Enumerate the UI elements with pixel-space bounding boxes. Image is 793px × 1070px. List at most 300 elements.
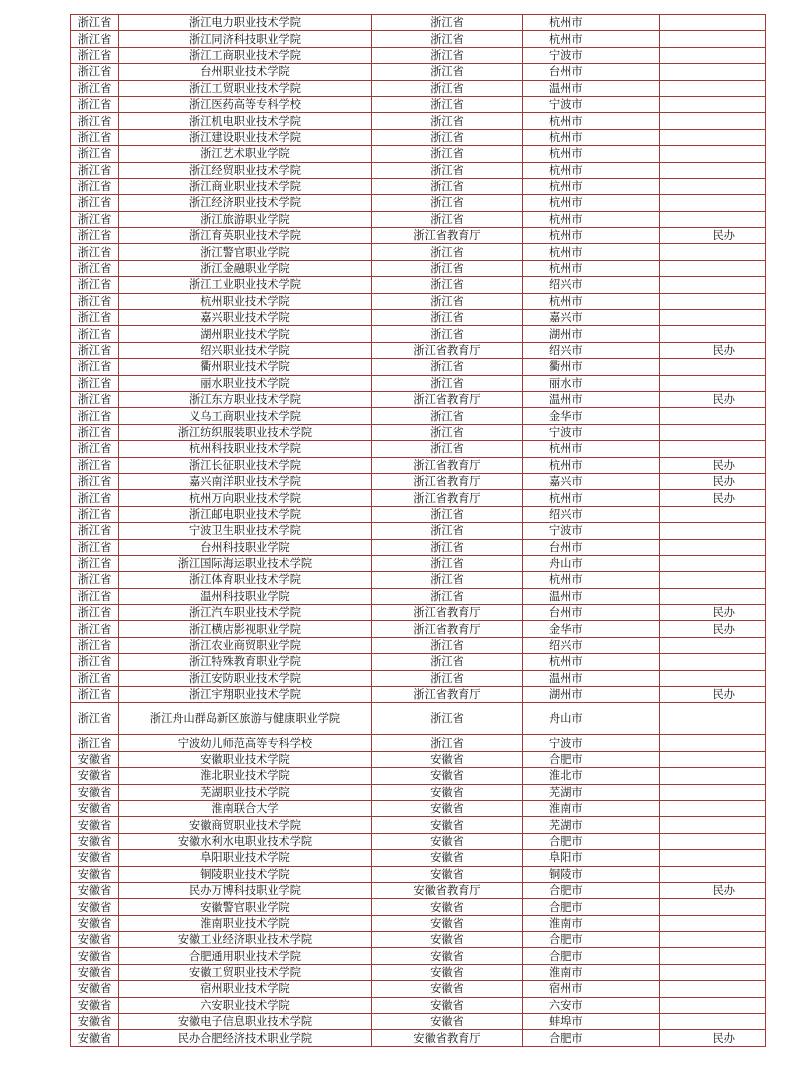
city-cell: 杭州市 bbox=[523, 457, 660, 473]
school-name-cell: 浙江体育职业技术学院 bbox=[119, 572, 372, 588]
city-cell: 舟山市 bbox=[523, 555, 660, 571]
table-row bbox=[71, 751, 766, 767]
province-cell: 浙江省 bbox=[71, 293, 119, 309]
table-row bbox=[71, 687, 766, 703]
table-row bbox=[71, 391, 766, 407]
table-row bbox=[71, 800, 766, 816]
table-row bbox=[71, 178, 766, 194]
table-row bbox=[71, 80, 766, 96]
note-cell bbox=[660, 899, 766, 915]
table-row bbox=[71, 375, 766, 391]
note-cell bbox=[660, 244, 766, 260]
note-cell bbox=[660, 375, 766, 391]
authority-cell: 浙江省教育厅 bbox=[372, 457, 523, 473]
table-row bbox=[71, 129, 766, 145]
authority-cell: 浙江省 bbox=[372, 80, 523, 96]
city-cell: 六安市 bbox=[523, 997, 660, 1013]
city-cell: 宁波市 bbox=[523, 735, 660, 751]
table-row bbox=[71, 424, 766, 440]
note-cell bbox=[660, 948, 766, 964]
school-name-cell: 温州科技职业学院 bbox=[119, 588, 372, 604]
authority-cell: 浙江省教育厅 bbox=[372, 228, 523, 244]
note-cell bbox=[660, 441, 766, 457]
city-cell: 铜陵市 bbox=[523, 866, 660, 882]
city-cell: 温州市 bbox=[523, 80, 660, 96]
city-cell: 杭州市 bbox=[523, 211, 660, 227]
table-row bbox=[71, 146, 766, 162]
note-cell bbox=[660, 784, 766, 800]
city-cell: 杭州市 bbox=[523, 15, 660, 31]
authority-cell: 安徽省 bbox=[372, 964, 523, 980]
city-cell: 金华市 bbox=[523, 408, 660, 424]
province-cell: 浙江省 bbox=[71, 342, 119, 358]
province-cell: 浙江省 bbox=[71, 310, 119, 326]
note-cell bbox=[660, 195, 766, 211]
city-cell: 绍兴市 bbox=[523, 506, 660, 522]
note-cell bbox=[660, 572, 766, 588]
city-cell: 湖州市 bbox=[523, 687, 660, 703]
province-cell: 浙江省 bbox=[71, 15, 119, 31]
note-cell bbox=[660, 997, 766, 1013]
note-cell bbox=[660, 80, 766, 96]
city-cell: 宁波市 bbox=[523, 523, 660, 539]
authority-cell: 浙江省 bbox=[372, 146, 523, 162]
authority-cell: 浙江省教育厅 bbox=[372, 621, 523, 637]
note-cell: 民办 bbox=[660, 473, 766, 489]
province-cell: 浙江省 bbox=[71, 687, 119, 703]
province-cell: 安徽省 bbox=[71, 833, 119, 849]
table-row bbox=[71, 441, 766, 457]
authority-cell: 浙江省 bbox=[372, 670, 523, 686]
school-name-cell: 浙江经济职业技术学院 bbox=[119, 195, 372, 211]
city-cell: 淮北市 bbox=[523, 768, 660, 784]
school-name-cell: 浙江电力职业技术学院 bbox=[119, 15, 372, 31]
province-cell: 浙江省 bbox=[71, 64, 119, 80]
school-name-cell: 民办合肥经济技术职业学院 bbox=[119, 1030, 372, 1046]
note-cell bbox=[660, 637, 766, 653]
table-row bbox=[71, 850, 766, 866]
school-name-cell: 台州职业技术学院 bbox=[119, 64, 372, 80]
note-cell bbox=[660, 817, 766, 833]
city-cell: 杭州市 bbox=[523, 31, 660, 47]
table-row bbox=[71, 260, 766, 276]
authority-cell: 安徽省 bbox=[372, 899, 523, 915]
city-cell: 杭州市 bbox=[523, 162, 660, 178]
authority-cell: 浙江省教育厅 bbox=[372, 605, 523, 621]
table-row bbox=[71, 932, 766, 948]
authority-cell: 浙江省 bbox=[372, 555, 523, 571]
province-cell: 浙江省 bbox=[71, 129, 119, 145]
province-cell: 浙江省 bbox=[71, 359, 119, 375]
table-row bbox=[71, 833, 766, 849]
province-cell: 安徽省 bbox=[71, 800, 119, 816]
authority-cell: 浙江省 bbox=[372, 244, 523, 260]
authority-cell: 安徽省 bbox=[372, 932, 523, 948]
authority-cell: 浙江省教育厅 bbox=[372, 342, 523, 358]
note-cell: 民办 bbox=[660, 605, 766, 621]
province-cell: 浙江省 bbox=[71, 703, 119, 735]
province-cell: 浙江省 bbox=[71, 146, 119, 162]
authority-cell: 浙江省 bbox=[372, 703, 523, 735]
table-row bbox=[71, 915, 766, 931]
authority-cell: 浙江省 bbox=[372, 195, 523, 211]
note-cell bbox=[660, 293, 766, 309]
authority-cell: 浙江省 bbox=[372, 441, 523, 457]
authority-cell: 浙江省 bbox=[372, 523, 523, 539]
province-cell: 浙江省 bbox=[71, 96, 119, 112]
authority-cell: 安徽省 bbox=[372, 800, 523, 816]
school-name-cell: 绍兴职业技术学院 bbox=[119, 342, 372, 358]
province-cell: 浙江省 bbox=[71, 441, 119, 457]
authority-cell: 浙江省 bbox=[372, 47, 523, 63]
school-name-cell: 铜陵职业技术学院 bbox=[119, 866, 372, 882]
city-cell: 湖州市 bbox=[523, 326, 660, 342]
school-name-cell: 丽水职业技术学院 bbox=[119, 375, 372, 391]
note-cell bbox=[660, 326, 766, 342]
province-cell: 浙江省 bbox=[71, 490, 119, 506]
table-row bbox=[71, 293, 766, 309]
note-cell bbox=[660, 310, 766, 326]
authority-cell: 安徽省 bbox=[372, 833, 523, 849]
city-cell: 合肥市 bbox=[523, 833, 660, 849]
school-table bbox=[70, 14, 766, 1047]
note-cell bbox=[660, 64, 766, 80]
note-cell bbox=[660, 211, 766, 227]
school-name-cell: 安徽警官职业学院 bbox=[119, 899, 372, 915]
school-name-cell: 浙江工业职业技术学院 bbox=[119, 277, 372, 293]
note-cell bbox=[660, 850, 766, 866]
school-name-cell: 民办万博科技职业学院 bbox=[119, 882, 372, 898]
authority-cell: 浙江省 bbox=[372, 735, 523, 751]
authority-cell: 安徽省 bbox=[372, 850, 523, 866]
province-cell: 浙江省 bbox=[71, 162, 119, 178]
school-name-cell: 浙江农业商贸职业学院 bbox=[119, 637, 372, 653]
note-cell: 民办 bbox=[660, 687, 766, 703]
city-cell: 杭州市 bbox=[523, 490, 660, 506]
province-cell: 浙江省 bbox=[71, 47, 119, 63]
table-row bbox=[71, 244, 766, 260]
province-cell: 浙江省 bbox=[71, 326, 119, 342]
table-row bbox=[71, 948, 766, 964]
authority-cell: 浙江省教育厅 bbox=[372, 687, 523, 703]
school-name-cell: 宁波卫生职业技术学院 bbox=[119, 523, 372, 539]
province-cell: 安徽省 bbox=[71, 768, 119, 784]
note-cell: 民办 bbox=[660, 228, 766, 244]
city-cell: 阜阳市 bbox=[523, 850, 660, 866]
note-cell bbox=[660, 866, 766, 882]
note-cell bbox=[660, 523, 766, 539]
province-cell: 安徽省 bbox=[71, 751, 119, 767]
note-cell bbox=[660, 146, 766, 162]
authority-cell: 安徽省 bbox=[372, 784, 523, 800]
province-cell: 安徽省 bbox=[71, 948, 119, 964]
note-cell: 民办 bbox=[660, 621, 766, 637]
note-cell bbox=[660, 588, 766, 604]
province-cell: 浙江省 bbox=[71, 457, 119, 473]
city-cell: 杭州市 bbox=[523, 244, 660, 260]
school-name-cell: 衢州职业技术学院 bbox=[119, 359, 372, 375]
table-row bbox=[71, 523, 766, 539]
school-name-cell: 台州科技职业学院 bbox=[119, 539, 372, 555]
table-row bbox=[71, 490, 766, 506]
table-row bbox=[71, 1014, 766, 1030]
province-cell: 浙江省 bbox=[71, 621, 119, 637]
school-name-cell: 义乌工商职业技术学院 bbox=[119, 408, 372, 424]
province-cell: 安徽省 bbox=[71, 817, 119, 833]
province-cell: 浙江省 bbox=[71, 523, 119, 539]
authority-cell: 安徽省 bbox=[372, 1014, 523, 1030]
note-cell bbox=[660, 800, 766, 816]
province-cell: 浙江省 bbox=[71, 572, 119, 588]
table-row bbox=[71, 539, 766, 555]
province-cell: 浙江省 bbox=[71, 555, 119, 571]
school-name-cell: 浙江纺织服装职业技术学院 bbox=[119, 424, 372, 440]
authority-cell: 安徽省 bbox=[372, 997, 523, 1013]
note-cell bbox=[660, 768, 766, 784]
city-cell: 宁波市 bbox=[523, 424, 660, 440]
authority-cell: 浙江省 bbox=[372, 260, 523, 276]
school-name-cell: 淮北职业技术学院 bbox=[119, 768, 372, 784]
school-name-cell: 浙江建设职业技术学院 bbox=[119, 129, 372, 145]
authority-cell: 浙江省 bbox=[372, 31, 523, 47]
table-row bbox=[71, 47, 766, 63]
authority-cell: 浙江省 bbox=[372, 211, 523, 227]
school-name-cell: 浙江东方职业技术学院 bbox=[119, 391, 372, 407]
school-name-cell: 安徽工业经济职业技术学院 bbox=[119, 932, 372, 948]
note-cell bbox=[660, 359, 766, 375]
city-cell: 杭州市 bbox=[523, 228, 660, 244]
table-row bbox=[71, 473, 766, 489]
school-name-cell: 浙江同济科技职业学院 bbox=[119, 31, 372, 47]
table-row bbox=[71, 555, 766, 571]
school-name-cell: 淮南联合大学 bbox=[119, 800, 372, 816]
school-name-cell: 六安职业技术学院 bbox=[119, 997, 372, 1013]
school-table-body bbox=[71, 15, 766, 1047]
authority-cell: 安徽省 bbox=[372, 915, 523, 931]
note-cell bbox=[660, 15, 766, 31]
school-name-cell: 杭州职业技术学院 bbox=[119, 293, 372, 309]
authority-cell: 浙江省 bbox=[372, 178, 523, 194]
authority-cell: 浙江省 bbox=[372, 15, 523, 31]
note-cell bbox=[660, 915, 766, 931]
authority-cell: 浙江省 bbox=[372, 310, 523, 326]
table-row bbox=[71, 96, 766, 112]
note-cell bbox=[660, 670, 766, 686]
city-cell: 温州市 bbox=[523, 670, 660, 686]
table-row bbox=[71, 31, 766, 47]
note-cell bbox=[660, 277, 766, 293]
note-cell bbox=[660, 1014, 766, 1030]
authority-cell: 浙江省 bbox=[372, 506, 523, 522]
table-row bbox=[71, 342, 766, 358]
authority-cell: 浙江省 bbox=[372, 326, 523, 342]
city-cell: 杭州市 bbox=[523, 260, 660, 276]
table-row bbox=[71, 817, 766, 833]
province-cell: 浙江省 bbox=[71, 244, 119, 260]
province-cell: 浙江省 bbox=[71, 588, 119, 604]
note-cell bbox=[660, 178, 766, 194]
school-name-cell: 浙江金融职业学院 bbox=[119, 260, 372, 276]
table-row bbox=[71, 572, 766, 588]
city-cell: 淮南市 bbox=[523, 964, 660, 980]
province-cell: 浙江省 bbox=[71, 473, 119, 489]
city-cell: 温州市 bbox=[523, 391, 660, 407]
note-cell bbox=[660, 506, 766, 522]
school-name-cell: 安徽水利水电职业技术学院 bbox=[119, 833, 372, 849]
city-cell: 芜湖市 bbox=[523, 817, 660, 833]
school-name-cell: 浙江国际海运职业技术学院 bbox=[119, 555, 372, 571]
city-cell: 杭州市 bbox=[523, 146, 660, 162]
note-cell bbox=[660, 751, 766, 767]
city-cell: 台州市 bbox=[523, 539, 660, 555]
province-cell: 浙江省 bbox=[71, 654, 119, 670]
school-name-cell: 浙江安防职业技术学院 bbox=[119, 670, 372, 686]
school-name-cell: 浙江特殊教育职业学院 bbox=[119, 654, 372, 670]
school-name-cell: 合肥通用职业技术学院 bbox=[119, 948, 372, 964]
province-cell: 安徽省 bbox=[71, 981, 119, 997]
province-cell: 浙江省 bbox=[71, 178, 119, 194]
table-row bbox=[71, 211, 766, 227]
note-cell bbox=[660, 932, 766, 948]
note-cell bbox=[660, 96, 766, 112]
school-name-cell: 杭州科技职业技术学院 bbox=[119, 441, 372, 457]
table-row bbox=[71, 605, 766, 621]
table-row bbox=[71, 162, 766, 178]
table-row bbox=[71, 997, 766, 1013]
table-row bbox=[71, 113, 766, 129]
authority-cell: 安徽省 bbox=[372, 948, 523, 964]
note-cell: 民办 bbox=[660, 1030, 766, 1046]
city-cell: 台州市 bbox=[523, 64, 660, 80]
school-name-cell: 浙江旅游职业学院 bbox=[119, 211, 372, 227]
city-cell: 合肥市 bbox=[523, 899, 660, 915]
table-row bbox=[71, 408, 766, 424]
school-name-cell: 宁波幼儿师范高等专科学校 bbox=[119, 735, 372, 751]
note-cell bbox=[660, 703, 766, 735]
table-row bbox=[71, 310, 766, 326]
note-cell: 民办 bbox=[660, 490, 766, 506]
school-name-cell: 浙江艺术职业学院 bbox=[119, 146, 372, 162]
authority-cell: 浙江省 bbox=[372, 113, 523, 129]
province-cell: 浙江省 bbox=[71, 80, 119, 96]
school-name-cell: 安徽电子信息职业技术学院 bbox=[119, 1014, 372, 1030]
province-cell: 安徽省 bbox=[71, 997, 119, 1013]
province-cell: 浙江省 bbox=[71, 260, 119, 276]
province-cell: 浙江省 bbox=[71, 195, 119, 211]
table-row bbox=[71, 899, 766, 915]
note-cell bbox=[660, 162, 766, 178]
province-cell: 浙江省 bbox=[71, 539, 119, 555]
school-name-cell: 浙江机电职业技术学院 bbox=[119, 113, 372, 129]
table-row bbox=[71, 195, 766, 211]
city-cell: 宁波市 bbox=[523, 96, 660, 112]
school-name-cell: 宿州职业技术学院 bbox=[119, 981, 372, 997]
authority-cell: 安徽省 bbox=[372, 751, 523, 767]
note-cell: 民办 bbox=[660, 391, 766, 407]
authority-cell: 浙江省 bbox=[372, 654, 523, 670]
city-cell: 合肥市 bbox=[523, 932, 660, 948]
note-cell bbox=[660, 408, 766, 424]
authority-cell: 浙江省 bbox=[372, 572, 523, 588]
province-cell: 浙江省 bbox=[71, 228, 119, 244]
authority-cell: 安徽省教育厅 bbox=[372, 1030, 523, 1046]
authority-cell: 安徽省 bbox=[372, 981, 523, 997]
city-cell: 杭州市 bbox=[523, 654, 660, 670]
school-name-cell: 浙江工商职业技术学院 bbox=[119, 47, 372, 63]
note-cell bbox=[660, 129, 766, 145]
city-cell: 金华市 bbox=[523, 621, 660, 637]
city-cell: 嘉兴市 bbox=[523, 310, 660, 326]
note-cell bbox=[660, 47, 766, 63]
city-cell: 淮南市 bbox=[523, 915, 660, 931]
authority-cell: 浙江省 bbox=[372, 375, 523, 391]
city-cell: 嘉兴市 bbox=[523, 473, 660, 489]
province-cell: 浙江省 bbox=[71, 277, 119, 293]
province-cell: 安徽省 bbox=[71, 1014, 119, 1030]
school-list-sheet bbox=[70, 14, 735, 1047]
city-cell: 蚌埠市 bbox=[523, 1014, 660, 1030]
school-name-cell: 芜湖职业技术学院 bbox=[119, 784, 372, 800]
note-cell: 民办 bbox=[660, 882, 766, 898]
city-cell: 衢州市 bbox=[523, 359, 660, 375]
province-cell: 安徽省 bbox=[71, 850, 119, 866]
table-row bbox=[71, 228, 766, 244]
city-cell: 台州市 bbox=[523, 605, 660, 621]
city-cell: 杭州市 bbox=[523, 195, 660, 211]
note-cell bbox=[660, 424, 766, 440]
province-cell: 浙江省 bbox=[71, 424, 119, 440]
province-cell: 浙江省 bbox=[71, 31, 119, 47]
province-cell: 浙江省 bbox=[71, 408, 119, 424]
school-name-cell: 安徽职业技术学院 bbox=[119, 751, 372, 767]
city-cell: 绍兴市 bbox=[523, 342, 660, 358]
city-cell: 淮南市 bbox=[523, 800, 660, 816]
city-cell: 杭州市 bbox=[523, 441, 660, 457]
authority-cell: 浙江省教育厅 bbox=[372, 490, 523, 506]
province-cell: 浙江省 bbox=[71, 605, 119, 621]
note-cell bbox=[660, 113, 766, 129]
city-cell: 杭州市 bbox=[523, 113, 660, 129]
school-name-cell: 淮南职业技术学院 bbox=[119, 915, 372, 931]
city-cell: 芜湖市 bbox=[523, 784, 660, 800]
table-row bbox=[71, 588, 766, 604]
table-row bbox=[71, 506, 766, 522]
table-row bbox=[71, 866, 766, 882]
school-name-cell: 安徽商贸职业技术学院 bbox=[119, 817, 372, 833]
province-cell: 浙江省 bbox=[71, 391, 119, 407]
city-cell: 合肥市 bbox=[523, 948, 660, 964]
table-row bbox=[71, 981, 766, 997]
table-row bbox=[71, 277, 766, 293]
province-cell: 浙江省 bbox=[71, 735, 119, 751]
note-cell bbox=[660, 555, 766, 571]
note-cell bbox=[660, 964, 766, 980]
school-name-cell: 浙江邮电职业技术学院 bbox=[119, 506, 372, 522]
city-cell: 绍兴市 bbox=[523, 637, 660, 653]
table-row bbox=[71, 621, 766, 637]
authority-cell: 浙江省 bbox=[372, 539, 523, 555]
school-name-cell: 浙江工贸职业技术学院 bbox=[119, 80, 372, 96]
authority-cell: 浙江省 bbox=[372, 424, 523, 440]
authority-cell: 浙江省 bbox=[372, 637, 523, 653]
province-cell: 浙江省 bbox=[71, 637, 119, 653]
school-name-cell: 浙江医药高等专科学校 bbox=[119, 96, 372, 112]
province-cell: 浙江省 bbox=[71, 113, 119, 129]
city-cell: 绍兴市 bbox=[523, 277, 660, 293]
authority-cell: 浙江省 bbox=[372, 408, 523, 424]
note-cell: 民办 bbox=[660, 457, 766, 473]
province-cell: 安徽省 bbox=[71, 784, 119, 800]
